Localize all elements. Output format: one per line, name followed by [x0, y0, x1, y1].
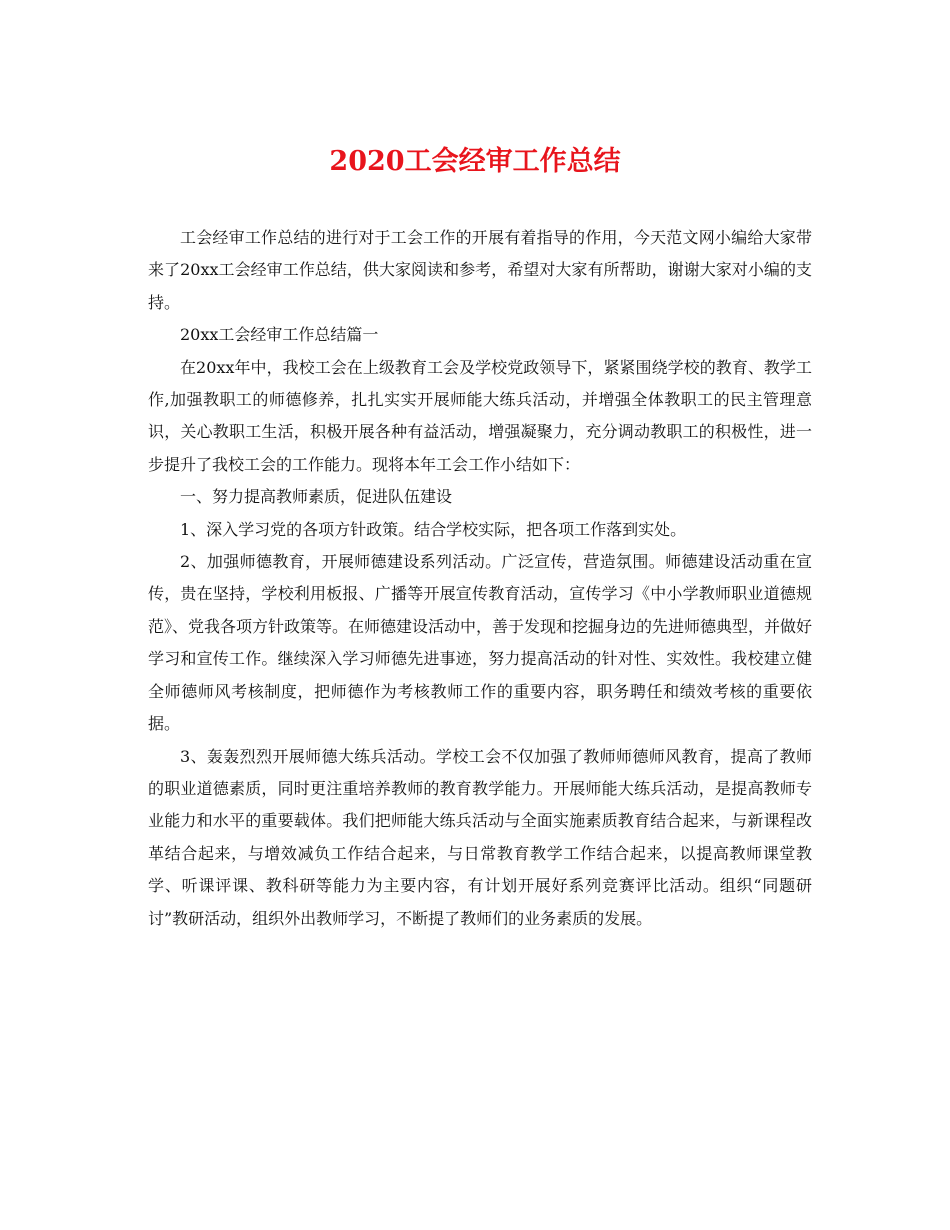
paragraph-item-1: 1、深入学习党的各项方针政策。结合学校实际，把各项工作落到实处。 [180, 519, 687, 539]
paragraph-heading-1: 一、努力提高教师素质，促进队伍建设 [180, 487, 453, 507]
paragraph-item-2: 2、加强师德教育，开展师德建设系列活动。广泛宣传，营造氛围。师德建设活动重在宣传，贵在坚持，学校利用板报、广播等开展宣传教育活动，宣传学习《中小学教师职业道德规范》、党我各项方针政策等。在师德建设活动中，善于发现和挖掘身边的先进师德典型，并做好学习和宣传工作。继续深入学习师德先进事迹，努力提高活动的针对性、实效性。我校建立健全师德师风考核制度，把师德作为考核教师工作的重要内容，职务聘任和绩效考核的重要依据。 [148, 552, 813, 734]
document-body [148, 222, 812, 935]
paragraph-overview: 在20xx年中，我校工会在上级教育工会及学校党政领导下，紧紧围绕学校的教育、教学工作,加强教职工的师德修养，扎扎实实开展师能大练兵活动，并增强全体教职工的民主管理意识，关心教职工生活，积极开展各种有益活动，增强凝聚力，充分调动教职工的积极性，进一步提升了我校工会的工作能力。现将本年工会工作小结如下： [148, 357, 812, 474]
document-title: 2020工会经审工作总结 [329, 146, 621, 177]
paragraph-intro: 工会经审工作总结的进行对于工会工作的开展有着指导的作用，今天范文网小编给大家带来了20xx工会经审工作总结，供大家阅读和参考，希望对大家有所帮助，谢谢大家对小编的支持。 [148, 228, 812, 312]
paragraph-item-3: 3、轰轰烈烈开展师德大练兵活动。学校工会不仅加强了教师师德师风教育，提高了教师的职业道德素质，同时更注重培养教师的教育教学能力。开展师能大练兵活动，是提高教师专业能力和水平的重要载体。我们把师能大练兵活动与全面实施素质教育结合起来，与新课程改革结合起来，与增效减负工作结合起来，与日常教育教学工作结合起来，以提高教师课堂教学、听课评课、教科研等能力为主要内容，有计划开展好系列竞赛评比活动。组织“同题研讨”教研活动，组织外出教师学习，不断提了教师们的业务素质的发展。 [148, 746, 812, 928]
paragraph-section-heading: 20xx工会经审工作总结篇一 [180, 325, 379, 345]
